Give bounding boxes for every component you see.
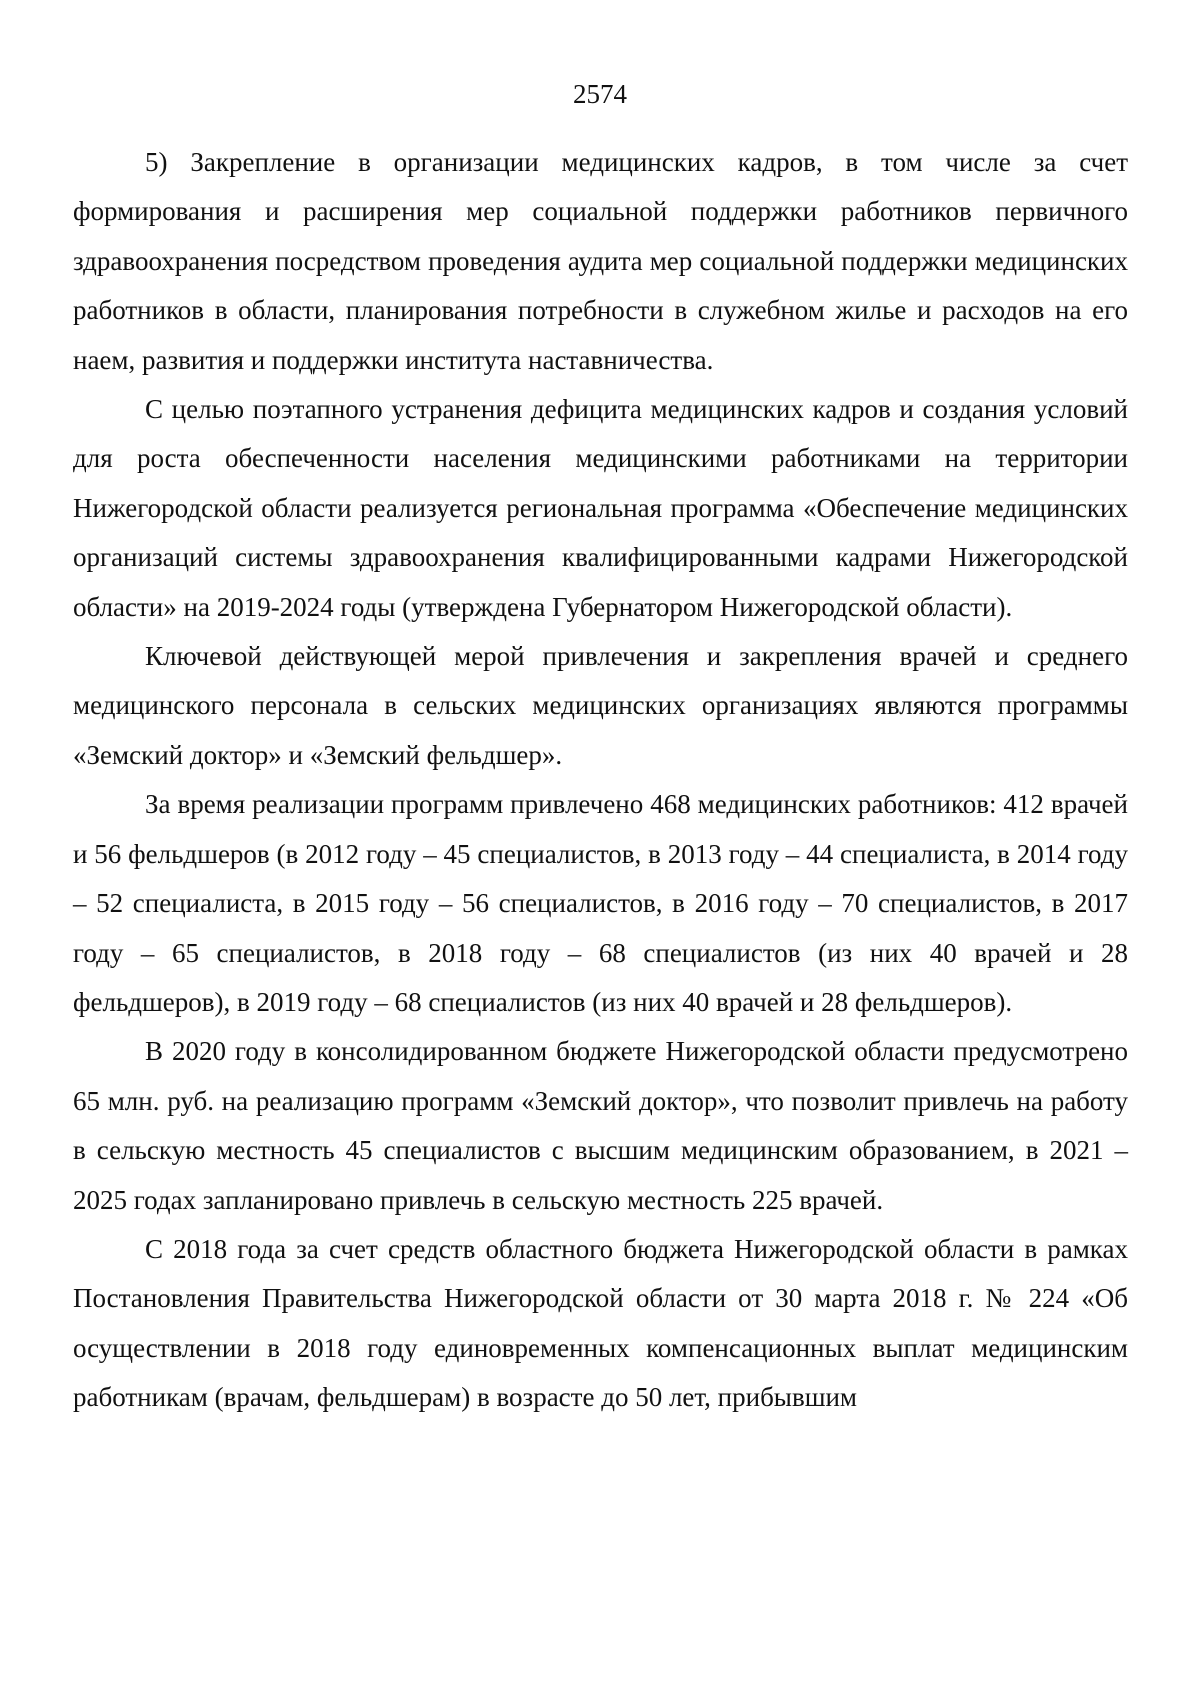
paragraph-budget-2020: В 2020 году в консолидированном бюджете Нижегородской области предусмотрено 65 млн. руб. на реализацию программ «Земский доктор», что позволит привлечь на работу в сельскую местность 45 специалистов с высшим медицинским образованием, в 2021 – 2025 годах запланировано привлечь в сельскую местность 225 врачей.: [73, 1036, 1128, 1215]
paragraph-regional-program: С целью поэтапного устранения дефицита медицинских кадров и создания условий для роста обеспеченности населения медицинскими работниками на территории Нижегородской области реализуется региональная программа «Обеспечение медицинских организаций системы здравоохранения квалифицированными кадрами Нижегородской области» на 2019-2024 годы (утверждена Губернатором Нижегородской области).: [73, 394, 1128, 622]
document-body: [73, 138, 1128, 1423]
paragraph-zemsky-programs: Ключевой действующей мерой привлечения и закрепления врачей и среднего медицинского персонала в сельских медицинских организациях являются программы «Земский доктор» и «Земский фельдшер».: [73, 641, 1128, 770]
page-number: 2574: [573, 79, 627, 109]
paragraph-staff-retention: 5) Закрепление в организации медицинских кадров, в том числе за счет формирования и расширения мер социальной поддержки работников первичного здравоохранения посредством проведения аудита мер социальной поддержки медицинских работников в области, планирования потребности в служебном жилье и расходов на его наем, развития и поддержки института наставничества.: [73, 147, 1128, 375]
paragraph-compensation-payments: С 2018 года за счет средств областного бюджета Нижегородской области в рамках Постановления Правительства Нижегородской области от 30 марта 2018 г. № 224 «Об осуществлении в 2018 году единовременных компенсационных выплат медицинским работникам (врачам, фельдшерам) в возрасте до 50 лет, прибывшим: [73, 1233, 1128, 1413]
paragraph-recruitment-stats: За время реализации программ привлечено 468 медицинских работников: 412 врачей и 56 фельдшеров (в 2012 году – 45 специалистов, в 2013 году – 44 специалиста, в 2014 году – 52 специалиста, в 2015 году – 56 специалистов, в 2016 году – 70 специалистов, в 2017 году – 65 специалистов, в 2018 году – 68 специалистов (из них 40 врачей и 28 фельдшеров), в 2019 году – 68 специалистов (из них 40 врачей и 28 фельдшеров).: [73, 789, 1128, 1017]
